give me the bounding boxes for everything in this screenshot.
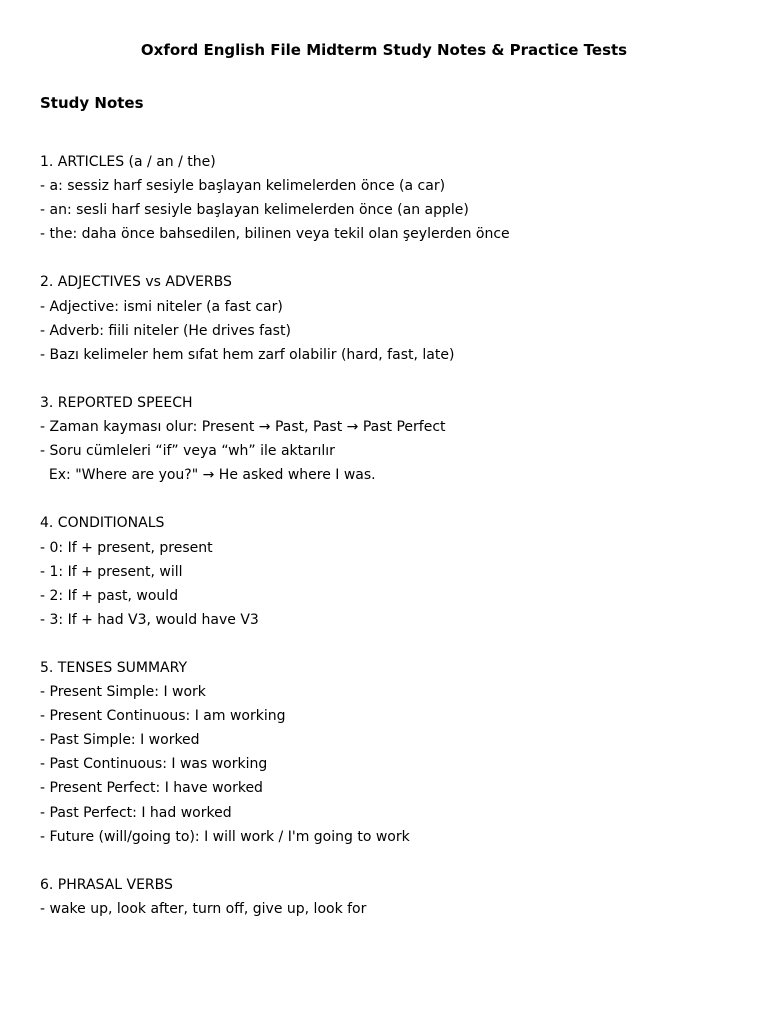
note-line: - Past Simple: I worked (40, 732, 200, 749)
note-line: - Present Perfect: I have worked (40, 780, 263, 797)
note-line: - Present Continuous: I am working (40, 708, 286, 725)
note-line: - 0: If + present, present (40, 539, 213, 556)
document-title: Oxford English File Midterm Study Notes & Practice Tests (140, 41, 628, 59)
section-heading-reported-speech: 3. REPORTED SPEECH (40, 394, 193, 411)
section-heading-adjectives-adverbs: 2. ADJECTIVES vs ADVERBS (40, 274, 232, 291)
section-gap (40, 487, 740, 511)
section-heading-tenses-summary: 5. TENSES SUMMARY (40, 659, 187, 676)
section-gap (40, 632, 740, 656)
note-line: - Past Perfect: I had worked (40, 804, 232, 821)
section-heading-phrasal-verbs: 6. PHRASAL VERBS (40, 876, 173, 893)
note-line: - Adjective: ismi niteler (a fast car) (40, 298, 283, 315)
section-gap (40, 367, 740, 391)
section-gap (40, 246, 740, 270)
note-line: Ex: "Where are you?" → He asked where I was. (40, 467, 376, 484)
section-gap (40, 849, 740, 873)
note-line: - Bazı kelimeler hem sıfat hem zarf olabilir (hard, fast, late) (40, 346, 455, 363)
note-line: - Past Continuous: I was working (40, 756, 268, 773)
note-line: - an: sesli harf sesiyle başlayan kelimelerden önce (an apple) (40, 202, 469, 219)
section-reported-speech (40, 391, 740, 487)
notes-content (40, 150, 740, 921)
note-line: - Future (will/going to): I will work / I'm going to work (40, 828, 410, 845)
note-line: - Zaman kayması olur: Present → Past, Past → Past Perfect (40, 419, 446, 436)
section-phrasal-verbs (40, 873, 740, 921)
section-articles (40, 150, 740, 246)
study-notes-heading: Study Notes (40, 94, 144, 112)
note-line: - 1: If + present, will (40, 563, 183, 580)
note-line: - Present Simple: I work (40, 684, 206, 701)
note-line: - wake up, look after, turn off, give up, look for (40, 900, 367, 917)
section-adjectives-adverbs (40, 270, 740, 366)
section-tenses-summary (40, 656, 740, 849)
note-line: - 3: If + had V3, would have V3 (40, 611, 259, 628)
note-line: - Adverb: fiili niteler (He drives fast) (40, 322, 291, 339)
note-line: - 2: If + past, would (40, 587, 179, 604)
note-line: - the: daha önce bahsedilen, bilinen veya tekil olan şeylerden önce (40, 226, 510, 243)
section-conditionals (40, 511, 740, 631)
section-heading-conditionals: 4. CONDITIONALS (40, 515, 165, 532)
note-line: - Soru cümleleri “if” veya “wh” ile aktarılır (40, 443, 335, 460)
section-heading-articles: 1. ARTICLES (a / an / the) (40, 154, 216, 170)
note-line: - a: sessiz harf sesiyle başlayan kelimelerden önce (a car) (40, 178, 446, 195)
